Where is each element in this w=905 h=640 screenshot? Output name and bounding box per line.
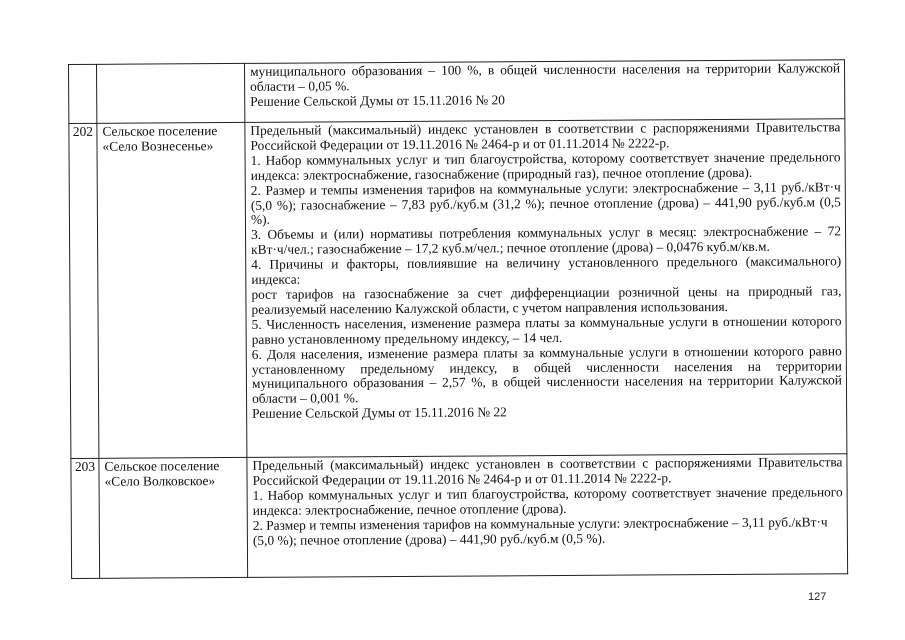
description-paragraph: Решение Сельской Думы от 15.11.2016 № 20 xyxy=(250,92,505,109)
description-paragraph: 3. Объемы и (или) нормативы потребления коммунальных услуг в месяц: электроснабжение – 72 кВт·ч/чел.; газоснабжение – 17,2 куб.м/чел.; печное отопление (дрова) – 0,0476 куб.м/кв.м. xyxy=(251,223,842,258)
index-description-cell xyxy=(244,60,844,123)
table-row xyxy=(69,60,845,124)
index-description-cell xyxy=(247,454,848,578)
settlement-name-cell xyxy=(97,63,245,123)
table-row xyxy=(69,119,847,459)
description-paragraph: 4. Причины и факторы, повлиявшие на величину установленного предельного (максимального) индекса: xyxy=(251,253,842,287)
table-row xyxy=(71,454,848,579)
municipal-index-table xyxy=(68,59,848,579)
description-paragraph: рост тарифов на газоснабжение за счет дифференциации розничной цены на природный газ, реализуемый населению Калужской области, с учетом направления использования. xyxy=(251,283,842,317)
settlement-name-cell: Сельское поселение «Село Волковское» xyxy=(99,457,248,578)
table-body xyxy=(69,60,848,579)
description-paragraph: Решение Сельской Думы от 15.11.2016 № 22 xyxy=(252,404,507,422)
row-number-cell: 203 xyxy=(71,458,100,578)
description-paragraph: 1. Набор коммунальных услуг и тип благоустройства, которому соответствует значение предельного индекса: электроснабжение, печное отопление (дрова). xyxy=(252,484,843,518)
settlement-name-cell: Сельское поселение «Село Вознесенье» xyxy=(97,122,247,458)
description-paragraph: 1. Набор коммунальных услуг и тип благоустройства, которому соответствует значение предельного индекса: электроснабжение, газоснабжение (природный газ), печное отопление (дрова). xyxy=(250,149,841,183)
description-paragraph: муниципального образования – 100 %, в общей численности населения на территории Калужской области – 0,05 %. xyxy=(250,60,841,94)
description-paragraph: 2. Размер и темпы изменения тарифов на коммунальные услуги: электроснабжение – 3,11 руб./кВт·ч (5,0 %); печное отопление (дрова) – 441,90 руб./куб.м (0,5 %). xyxy=(252,513,828,548)
description-paragraph: Предельный (максимальный) индекс установлен в соответствии с распоряжениями Правительства Российской Федерации от 19.11.2016 № 2464-р и от 01.11.2014 № 2222-р. xyxy=(252,454,843,488)
index-description-cell xyxy=(245,119,847,458)
row-number-cell: 202 xyxy=(69,123,99,458)
description-paragraph: 6. Доля населения, изменение размера платы за коммунальные услуги в отношении которого равно установленному предельному индексу, в общей численности населения на территории муниципального образования – 2,57 %, в общей численности населения на территории Калужской области – 0,001 %. xyxy=(251,342,842,407)
page-number: 127 xyxy=(808,591,827,603)
description-paragraph: 2. Размер и темпы изменения тарифов на коммунальные услуги: электроснабжение – 3,11 руб./кВт·ч (5,0 %); газоснабжение – 7,83 руб./куб.м (31,2 %); печное отопление (дрова) – 441,90 руб./куб.м (0,5 %). xyxy=(250,178,841,228)
description-paragraph: Предельный (максимальный) индекс установлен в соответствии с распоряжениями Правительства Российской Федерации от 19.11.2016 № 2464-р и от 01.11.2014 № 2222-р. xyxy=(250,119,841,153)
description-paragraph: 5. Численность населения, изменение размера платы за коммунальные услуги в отношении которого равно установленному предельному индексу, – 14 чел. xyxy=(251,313,842,347)
row-number-cell xyxy=(69,64,97,123)
